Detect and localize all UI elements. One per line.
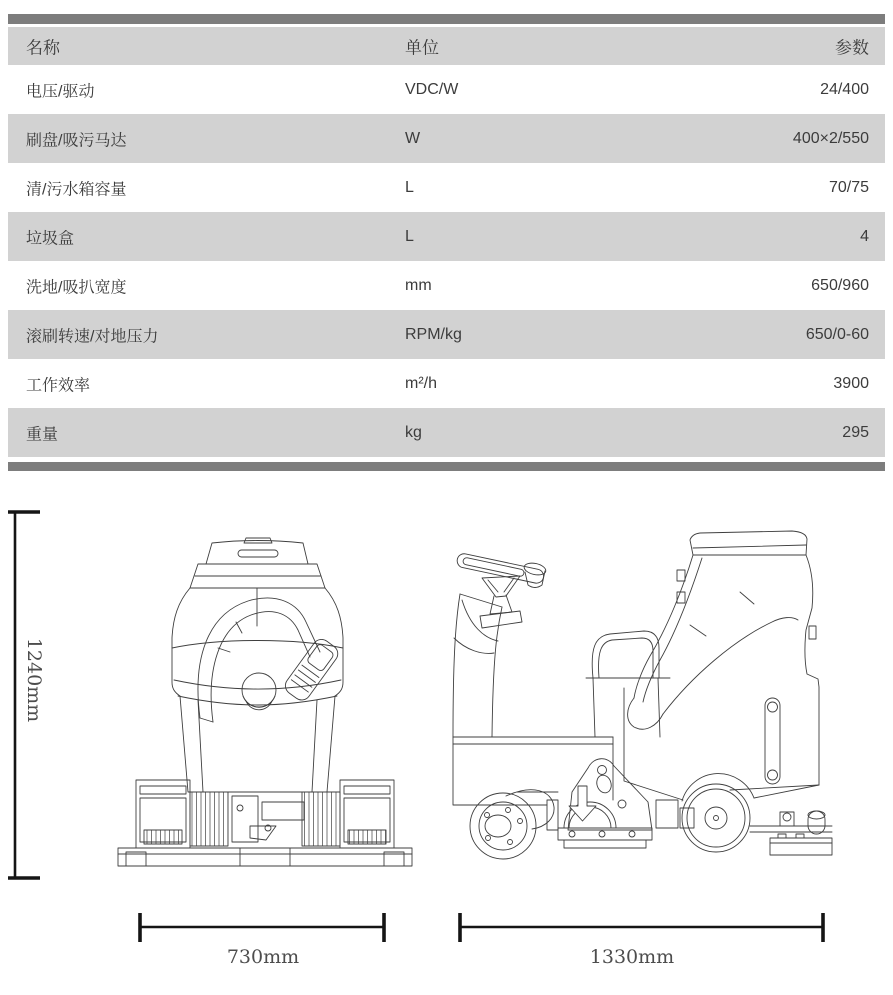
spec-name-cell: 工作效率 bbox=[26, 377, 91, 394]
spec-name-cell: 清/污水箱容量 bbox=[26, 181, 127, 198]
spec-name-cell: 电压/驱动 bbox=[26, 83, 95, 100]
spec-name-cell: 重量 bbox=[26, 426, 59, 443]
spec-unit-cell: mm bbox=[405, 276, 432, 294]
side-view-drawing bbox=[440, 530, 860, 890]
header-name: 名称 bbox=[26, 38, 60, 58]
spec-value-cell: 295 bbox=[842, 423, 869, 441]
table-header-row bbox=[8, 27, 885, 65]
spec-value-cell: 650/960 bbox=[811, 276, 869, 294]
overall-length-dimension-label: 1330mm bbox=[589, 946, 675, 968]
front-width-dimension-label: 730mm bbox=[226, 946, 300, 968]
spec-row bbox=[8, 114, 885, 163]
spec-unit-cell: W bbox=[405, 129, 421, 147]
spec-name-cell: 洗地/吸扒宽度 bbox=[26, 279, 127, 296]
height-dimension bbox=[4, 505, 50, 887]
spec-value-cell: 3900 bbox=[833, 374, 869, 392]
table-top-bar bbox=[8, 14, 885, 24]
spec-name-cell: 垃圾盒 bbox=[26, 230, 75, 247]
spec-unit-cell: m²/h bbox=[405, 374, 437, 392]
spec-unit-cell: L bbox=[405, 178, 414, 196]
spec-row bbox=[8, 261, 885, 310]
spec-row bbox=[8, 65, 885, 114]
front-view-drawing bbox=[100, 530, 430, 890]
spec-table bbox=[8, 14, 885, 471]
front-width-dimension bbox=[130, 905, 395, 975]
spec-row bbox=[8, 359, 885, 408]
spec-row bbox=[8, 310, 885, 359]
spec-unit-cell: L bbox=[405, 227, 414, 245]
spec-value-cell: 4 bbox=[860, 227, 869, 245]
table-bottom-bar bbox=[8, 462, 885, 471]
spec-unit-cell: VDC/W bbox=[405, 80, 459, 98]
overall-length-dimension bbox=[450, 905, 835, 975]
spec-value-cell: 650/0-60 bbox=[805, 325, 869, 343]
spec-row bbox=[8, 408, 885, 457]
spec-row bbox=[8, 163, 885, 212]
spec-unit-cell: kg bbox=[405, 423, 422, 441]
header-value: 参数 bbox=[835, 38, 869, 58]
header-unit: 单位 bbox=[405, 38, 439, 58]
spec-unit-cell: RPM/kg bbox=[405, 325, 462, 343]
height-dimension-label: 1240mm bbox=[23, 637, 45, 723]
spec-name-cell: 滚刷转速/对地压力 bbox=[26, 328, 159, 345]
spec-row bbox=[8, 212, 885, 261]
spec-value-cell: 70/75 bbox=[828, 178, 869, 196]
spec-name-cell: 刷盘/吸污马达 bbox=[26, 132, 127, 149]
spec-value-cell: 400×2/550 bbox=[792, 129, 869, 147]
spec-value-cell: 24/400 bbox=[820, 80, 869, 98]
